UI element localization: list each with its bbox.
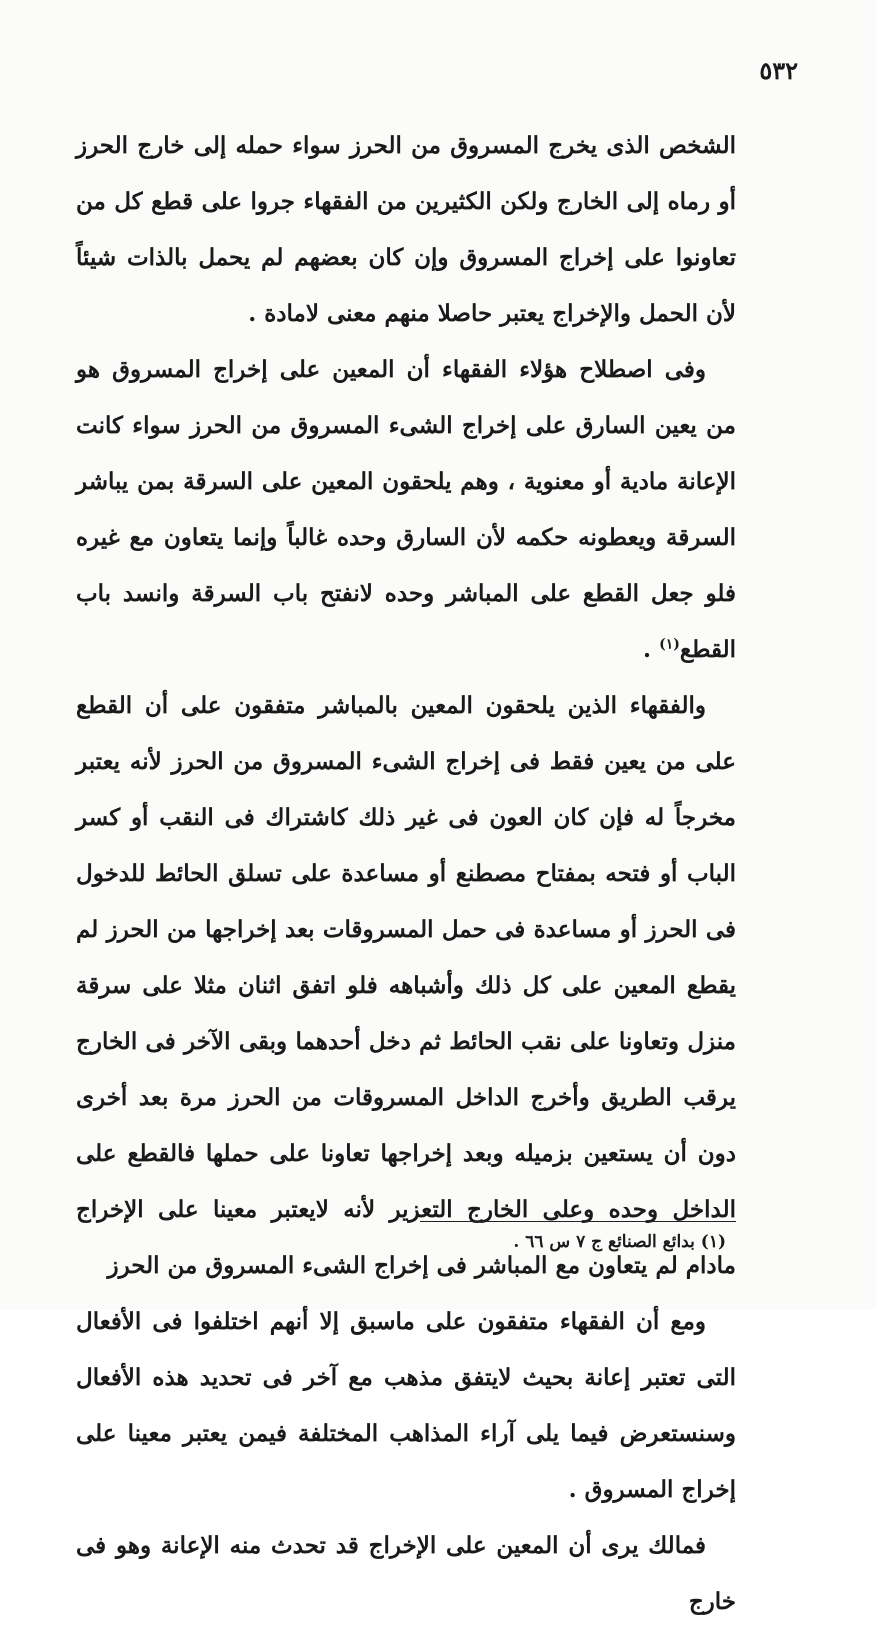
footnote-divider <box>420 1221 736 1222</box>
paragraph: فمالك يرى أن المعين على الإخراج قد تحدث منه الإعانة وهو فى خارج <box>76 1532 736 1615</box>
page-number: ٥٣٢ <box>759 56 798 85</box>
body-text <box>76 118 736 1630</box>
paragraph: والفقهاء الذين يلحقون المعين بالمباشر متفقون على أن القطع على من يعين فقط فى إخراج الشىء المسروق من الحرز لأنه يعتبر مخرجاً له فإن كان العون فى غير ذلك كاشتراك فى النقب أو كسر الباب أو فتحه بمفتاح مصطنع أو مساعدة على تسلق الحائط للدخول فى الحرز أو مساعدة فى حمل المسروقات بعد إخراجها من الحرز لم يقطع المعين على كل ذلك وأشباهه فلو اتفق اثنان مثلا على سرقة منزل وتعاونا على نقب الحائط ثم دخل أحدهما وبقى الآخر فى الخارج يرقب الطريق وأخرج الداخل المسروقات من الحرز مرة بعد أخرى دون أن يستعين بزميله وبعد إخراجها تعاونا على حملها فالقطع على الداخل وحده وعلى الخارج التعزير لأنه لايعتبر معينا على الإخراج مادام لم يتعاون مع المباشر فى إخراج الشىء المسروق من الحرز <box>76 692 736 1279</box>
footnote-reference: (١) <box>659 636 680 653</box>
paragraph: الشخص الذى يخرج المسروق من الحرز سواء حمله إلى خارج الحرز أو رماه إلى الخارج ولكن الكثيرين من الفقهاء جروا على قطع كل من تعاونوا على إخراج المسروق وإن كان بعضهم لم يحمل بالذات شيئاً لأن الحمل والإخراج يعتبر حاصلا منهم معنى لامادة . <box>76 132 736 327</box>
paragraph-with-footnote <box>76 342 736 678</box>
footnote: (١) بدائع الصنائع ج ٧ س ٦٦ . <box>513 1232 726 1252</box>
paragraph: ومع أن الفقهاء متفقون على ماسبق إلا أنهم اختلفوا فى الأفعال التى تعتبر إعانة بحيث لايتفق مذهب مع آخر فى تحديد هذه الأفعال وسنستعرض فيما يلى آراء المذاهب المختلفة فيمن يعتبر معينا على إخراج المسروق . <box>76 1308 736 1503</box>
paragraph-end-mark: . <box>643 636 660 663</box>
paragraph-text: وفى اصطلاح هؤلاء الفقهاء أن المعين على إخراج المسروق هو من يعين السارق على إخراج الشىء المسروق من الحرز سواء كانت الإعانة مادية أو معنوية ، وهم يلحقون المعين على السرقة بمن يباشر السرقة ويعطونه حكمه لأن السارق وحده غالباً وإنما يتعاون مع غيره فلو جعل القطع على المباشر وحده لانفتح باب السرقة وانسد باب القطع <box>76 356 736 663</box>
